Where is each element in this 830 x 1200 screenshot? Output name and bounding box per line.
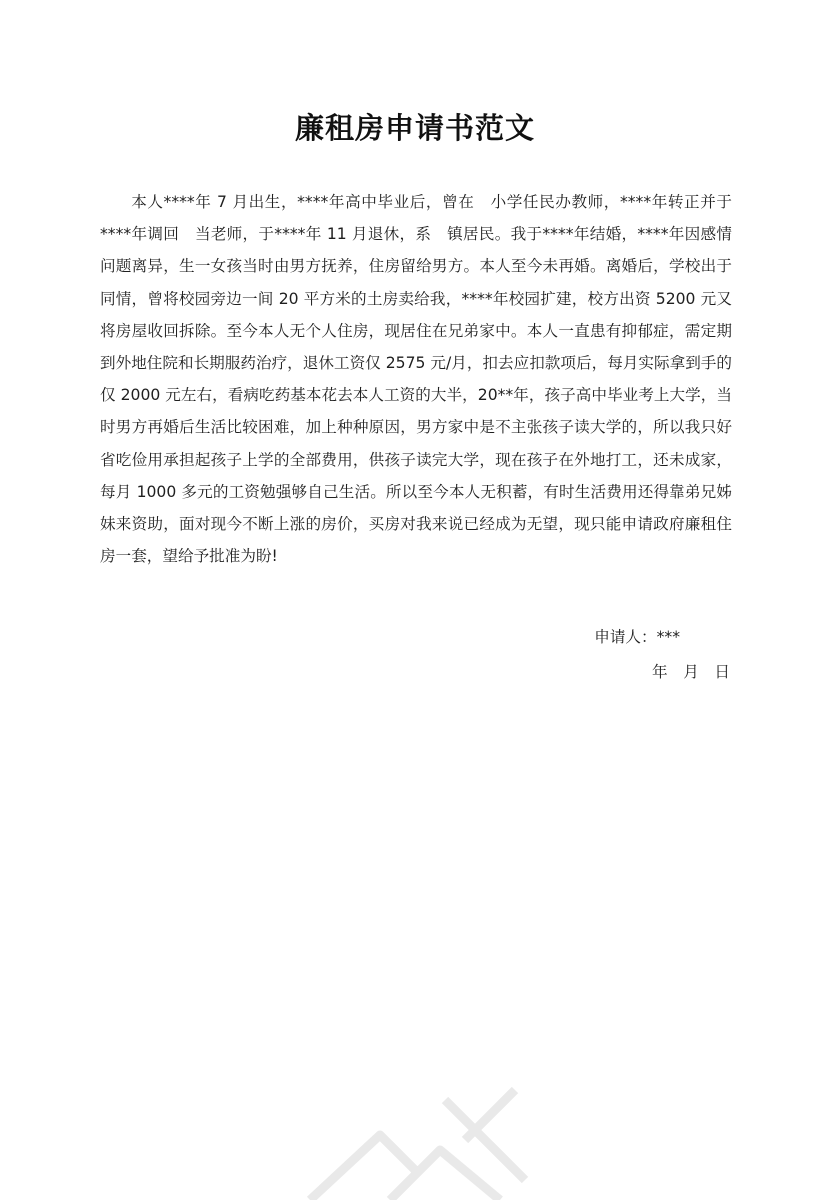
date-line: 年 月 日 [652,663,730,681]
watermark-graphic [270,1080,570,1200]
applicant-signature: 申请人：*** [594,628,680,646]
document-title: 廉租房申请书范文 [294,111,535,145]
document-body: 本人****年 7 月出生，****年高中毕业后，曾在 小学任民办教师，****年转正并于****年调回 当老师，于****年 11 月退休，系 镇居民。我于****年结婚，****年因感情问题离异，生一女孩当时由男方抚养，住房留给男方。本人至今未再婚。离婚后，学校出于同情，曾将校园旁边一间 20 平方米的土房卖给我，****年校园扩建，校方出资 5200 元又将房屋收回拆除。至今本人无个人住房，现居住在兄弟家中。本人一直患有抑郁症，需定期到外地住院和长期服药治疗，退休工资仅 2575 元/月，扣去应扣款项后，每月实际拿到手的仅 2000 元左右，看病吃药基本花去本人工资的大半，20**年，孩子高中毕业考上大学，当时男方再婚后生活比较困难，加上种种原因，男方家中是不主张孩子读大学的，所以我只好省吃俭用承担起孩子上学的全部费用，供孩子读完大学，现在孩子在外地打工，还未成家，每月 1000 多元的工资勉强够自己生活。所以至今本人无积蓄，有时生活费用还得靠弟兄姊妹来资助，面对现今不断上涨的房价，买房对我来说已经成为无望，现只能申请政府廉租住房一套，望给予批准为盼! [100,193,732,566]
